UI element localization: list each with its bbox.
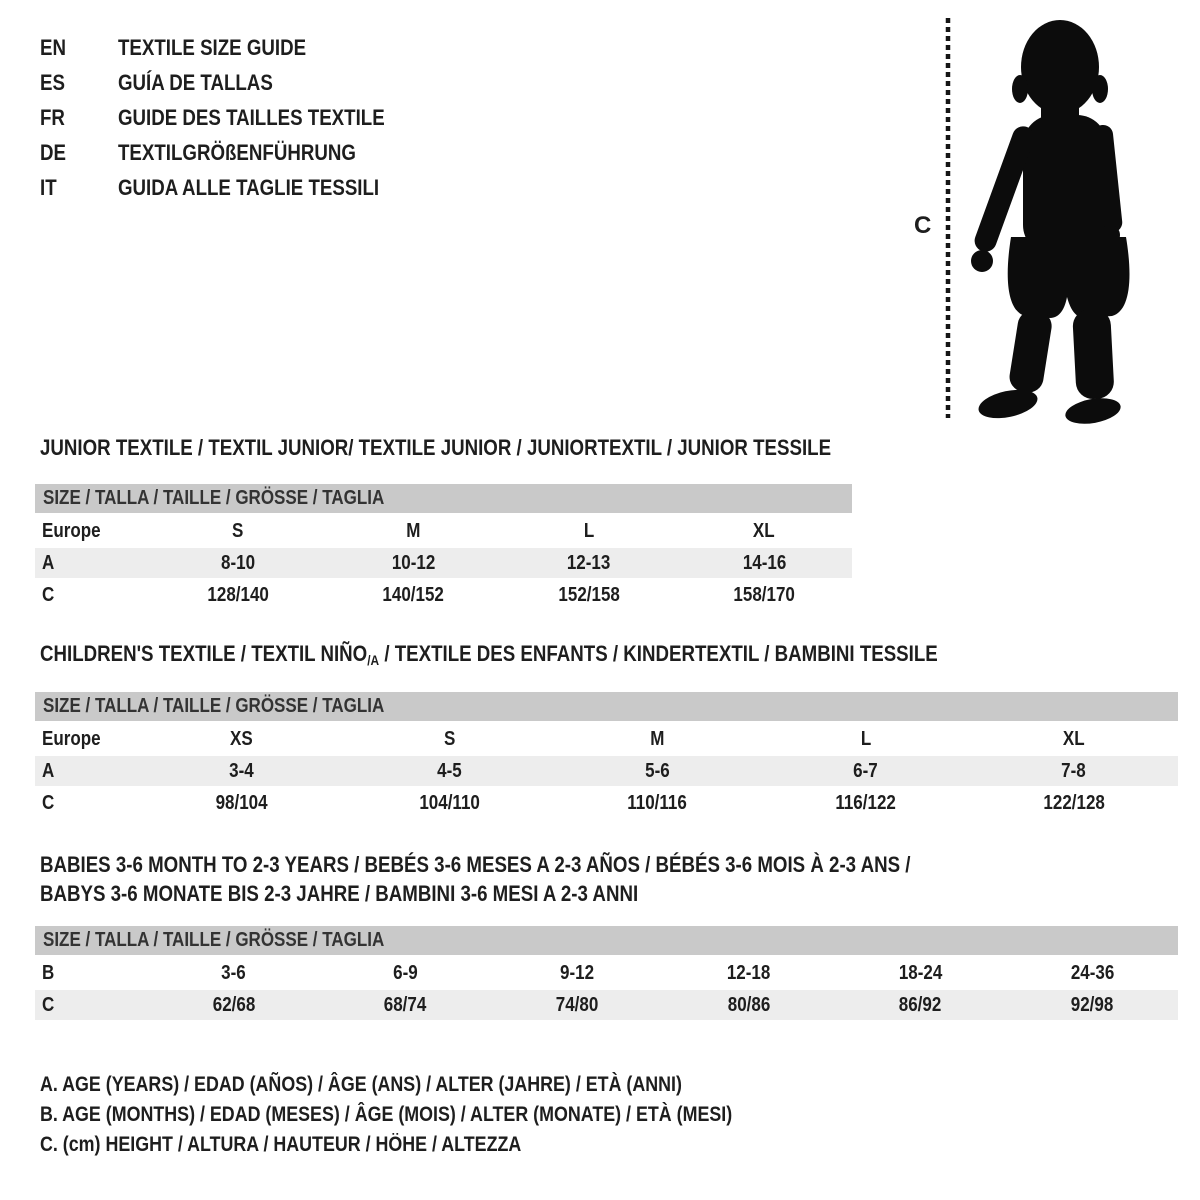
table-cell (326, 548, 502, 578)
table-cell (970, 724, 1178, 754)
table-cell-text: 7-8 (1061, 759, 1087, 782)
table-cell-text: 8-10 (220, 551, 255, 574)
size-header-bar (35, 926, 1178, 955)
table-cell (501, 516, 677, 546)
babies-heading-line2 (35, 879, 1178, 908)
table-cell-text: S (232, 519, 244, 542)
table-cell (501, 548, 677, 578)
language-code: ES (40, 69, 65, 95)
language-title: GUÍA DE TALLAS (118, 69, 273, 95)
language-code: FR (40, 104, 65, 130)
legend-line-c (40, 1130, 854, 1160)
table-cell (501, 580, 677, 610)
size-header-label: SIZE / TALLA / TAILLE / GRÖSSE / TAGLIA (43, 695, 385, 717)
table-cell-text: 68/74 (384, 993, 427, 1016)
table-cell (762, 756, 970, 786)
legend-a-text: A. AGE (YEARS) / EDAD (AÑOS) / ÂGE (ANS) / ALTER (JAHRE) / ETÀ (ANNI) (40, 1073, 682, 1096)
table-row (35, 756, 1178, 786)
table-row (35, 788, 1178, 818)
table-cell-text: 6-9 (393, 961, 418, 984)
size-header-bar (35, 692, 1178, 721)
table-cell (663, 990, 835, 1020)
legend-line-b (40, 1100, 854, 1130)
table-cell-text: B (42, 961, 55, 984)
table-cell-text: 3-6 (221, 961, 247, 984)
table-cell-text: 3-4 (228, 759, 254, 782)
table-cell-text: Europe (42, 519, 101, 542)
table-cell-text: Europe (42, 727, 101, 750)
language-row (40, 170, 432, 205)
babies-heading (35, 850, 1178, 908)
table-cell-text: XL (1063, 727, 1085, 750)
table-cell-text: 104/110 (419, 791, 480, 814)
table-cell (1006, 958, 1178, 988)
toddler-silhouette (962, 15, 1194, 425)
row-label-cell (35, 990, 148, 1020)
table-cell-text: A (42, 759, 55, 782)
table-cell (553, 788, 761, 818)
junior-heading (35, 436, 852, 460)
table-row (35, 516, 852, 546)
table-cell (491, 990, 663, 1020)
table-cell-text: XS (229, 727, 253, 750)
table-cell-text: 110/116 (627, 791, 688, 814)
row-label-cell (35, 516, 150, 546)
table-cell (970, 756, 1178, 786)
legend-b-text: B. AGE (MONTHS) / EDAD (MESES) / ÂGE (MOIS) / ALTER (MONATE) / ETÀ (MESI) (40, 1103, 733, 1126)
table-cell-text: A (42, 551, 55, 574)
table-cell (137, 724, 345, 754)
row-label-cell (35, 724, 137, 754)
row-label-cell (35, 788, 137, 818)
table-cell (1006, 990, 1178, 1020)
table-cell-text: 86/92 (899, 993, 942, 1016)
children-heading-sub: /A (367, 652, 380, 668)
language-title: GUIDA ALLE TAGLIE TESSILI (118, 174, 380, 200)
table-cell-text: XL (753, 519, 776, 542)
table-cell (762, 788, 970, 818)
table-cell (345, 788, 553, 818)
row-label-cell (35, 548, 150, 578)
table-cell-text: C (42, 791, 55, 814)
table-row (35, 548, 852, 578)
table-cell (970, 788, 1178, 818)
table-cell (345, 756, 553, 786)
table-cell (553, 724, 761, 754)
language-row (40, 100, 432, 135)
table-cell-text: 158/170 (733, 583, 795, 606)
babies-heading-line1 (35, 850, 1178, 879)
table-cell (835, 990, 1007, 1020)
children-heading (35, 642, 1178, 668)
language-row (40, 30, 432, 65)
babies-heading-line1-text: BABIES 3-6 MONTH TO 2-3 YEARS / BEBÉS 3-6 MESES A 2-3 AÑOS / BÉBÉS 3-6 MOIS À 2-3 ANS / (40, 852, 911, 877)
language-code: DE (40, 139, 66, 165)
children-heading-suffix: / TEXTILE DES ENFANTS / KINDERTEXTIL / BAMBINI TESSILE (379, 641, 938, 666)
table-cell-text: 152/158 (558, 583, 620, 606)
table-row (35, 990, 1178, 1020)
table-cell-text: 128/140 (207, 583, 269, 606)
language-title-block (40, 30, 432, 205)
language-code: IT (40, 174, 57, 200)
measure-c-label: C (914, 212, 932, 239)
row-label-cell (35, 756, 137, 786)
row-label-cell (35, 958, 148, 988)
table-cell-text: C (42, 993, 55, 1016)
language-title: TEXTILGRÖßENFÜHRUNG (118, 139, 356, 165)
legend-block (40, 1070, 854, 1160)
legend-line-a (40, 1070, 854, 1100)
table-cell (677, 548, 853, 578)
table-cell-text: 92/98 (1070, 993, 1114, 1016)
table-cell (137, 756, 345, 786)
size-header-label: SIZE / TALLA / TAILLE / GRÖSSE / TAGLIA (43, 487, 385, 509)
table-cell-text: 5-6 (645, 759, 670, 782)
junior-section (35, 436, 852, 612)
table-cell-text: C (42, 583, 55, 606)
table-cell-text: 98/104 (215, 791, 268, 814)
language-row (40, 65, 432, 100)
children-section (35, 642, 1178, 820)
language-title: GUIDE DES TAILLES TEXTILE (118, 104, 385, 130)
table-cell (150, 516, 326, 546)
table-cell-text: L (860, 727, 871, 750)
table-cell (326, 516, 502, 546)
table-cell-text: 140/152 (382, 583, 444, 606)
table-row (35, 580, 852, 610)
table-cell (663, 958, 835, 988)
language-title: TEXTILE SIZE GUIDE (118, 34, 307, 60)
table-cell-text: M (406, 519, 421, 542)
height-measure-dashed-line (944, 18, 952, 418)
table-cell (553, 756, 761, 786)
language-code: EN (40, 34, 66, 60)
language-row (40, 135, 432, 170)
table-cell-text: 6-7 (853, 759, 878, 782)
babies-size-table (35, 956, 1178, 1022)
table-cell (137, 788, 345, 818)
children-size-table (35, 722, 1178, 820)
table-cell-text: 74/80 (555, 993, 599, 1016)
legend-c-text: C. (cm) HEIGHT / ALTURA / HAUTEUR / HÖHE / ALTEZZA (40, 1133, 522, 1156)
table-cell (677, 580, 853, 610)
table-cell-text: M (650, 727, 665, 750)
junior-size-table (35, 514, 852, 612)
table-cell-text: 14-16 (742, 551, 786, 574)
table-row (35, 958, 1178, 988)
table-cell-text: 12-13 (567, 551, 611, 574)
table-cell (491, 958, 663, 988)
table-cell-text: L (583, 519, 594, 542)
table-cell (677, 516, 853, 546)
table-cell-text: 10-12 (391, 551, 435, 574)
children-heading-prefix: CHILDREN'S TEXTILE / TEXTIL NIÑO (40, 641, 368, 666)
row-label-cell (35, 580, 150, 610)
table-cell-text: 80/86 (727, 993, 771, 1016)
table-cell (150, 548, 326, 578)
table-cell (326, 580, 502, 610)
table-cell (835, 958, 1007, 988)
table-cell-text: 122/128 (1043, 791, 1105, 814)
table-cell-text: 62/68 (212, 993, 256, 1016)
children-heading-text (40, 642, 938, 668)
table-cell-text: S (443, 727, 455, 750)
table-cell-text: 12-18 (727, 961, 771, 984)
babies-heading-line2-text: BABYS 3-6 MONATE BIS 2-3 JAHRE / BAMBINI 3-6 MESI A 2-3 ANNI (40, 881, 639, 906)
table-cell-text: 24-36 (1070, 961, 1114, 984)
babies-section (35, 850, 1178, 1022)
table-cell (320, 958, 492, 988)
table-cell-text: 9-12 (560, 961, 595, 984)
size-header-label: SIZE / TALLA / TAILLE / GRÖSSE / TAGLIA (43, 929, 385, 951)
table-cell (148, 958, 320, 988)
table-cell-text: 4-5 (436, 759, 462, 782)
table-cell (150, 580, 326, 610)
table-cell-text: 116/122 (835, 791, 896, 814)
size-header-bar (35, 484, 852, 513)
table-cell (762, 724, 970, 754)
table-cell (148, 990, 320, 1020)
table-cell-text: 18-24 (898, 961, 943, 984)
table-cell (320, 990, 492, 1020)
table-row (35, 724, 1178, 754)
table-cell (345, 724, 553, 754)
junior-heading-text: JUNIOR TEXTILE / TEXTIL JUNIOR/ TEXTILE JUNIOR / JUNIORTEXTIL / JUNIOR TESSILE (40, 435, 832, 460)
